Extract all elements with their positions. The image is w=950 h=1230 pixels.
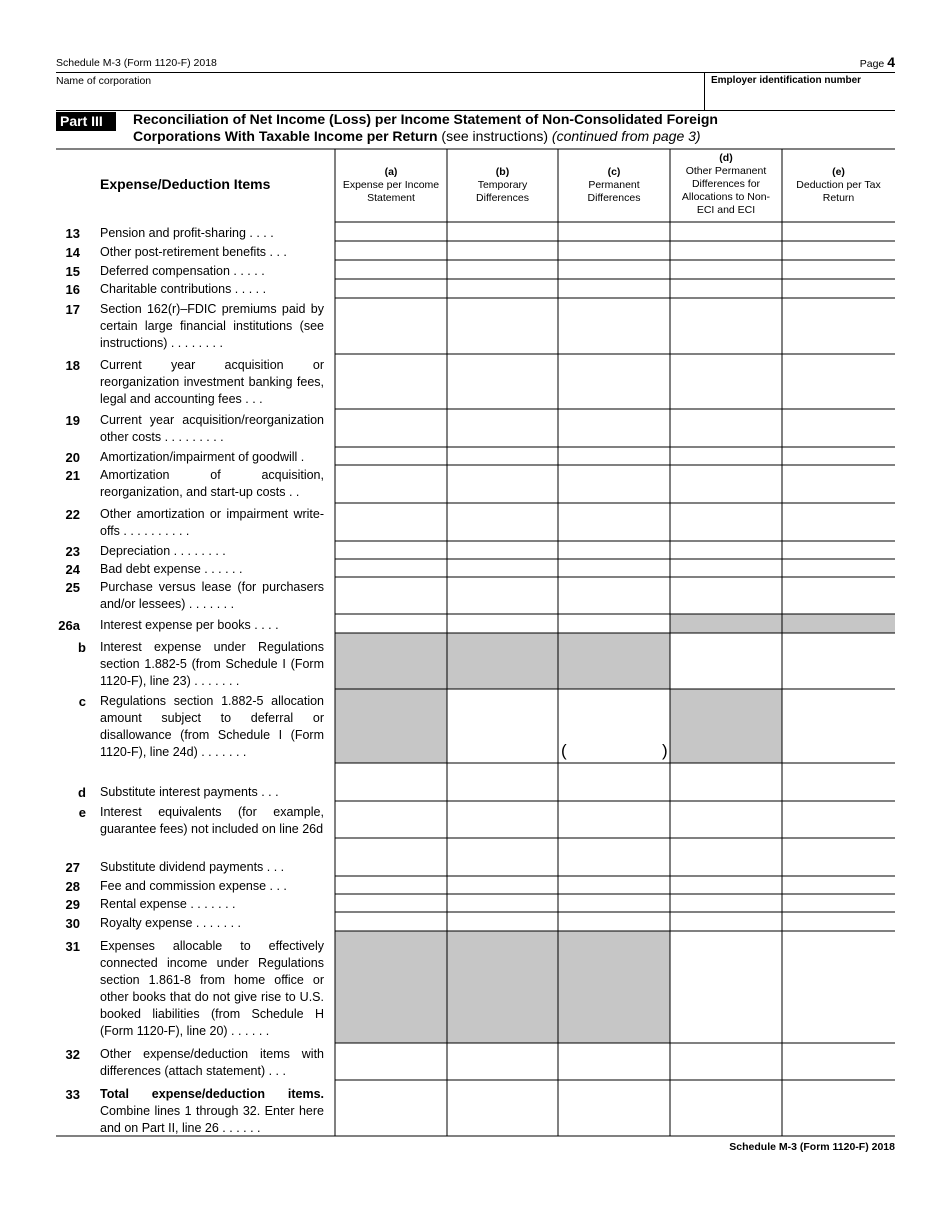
line-description (100, 506, 324, 540)
page-number-value: 4 (887, 54, 895, 70)
line-number: d (78, 785, 86, 800)
line-description-text: Pension and profit-sharing . . . . (100, 226, 274, 240)
line-number: 15 (65, 264, 80, 279)
name-of-corporation-label: Name of corporation (56, 75, 152, 87)
column-letter: (d) (719, 152, 733, 164)
column-header-a (339, 166, 443, 205)
line-description-text: Charitable contributions . . . . . (100, 282, 267, 296)
line-number: 32 (65, 1047, 80, 1062)
line-description (100, 244, 324, 261)
form-reference: Schedule M-3 (Form 1120-F) 2018 (56, 57, 217, 69)
line-description (100, 281, 324, 298)
shaded-cell (335, 689, 447, 763)
line-description-text: Current year acquisition or reorganization investment banking fees, legal and accounting fees . . . (100, 358, 324, 406)
line-description-text: Fee and commission expense . . . (100, 879, 287, 893)
line-description-text: Amortization of acquisition, reorganization, and start-up costs . . (100, 468, 324, 499)
line-description (100, 693, 324, 761)
line-number: 31 (65, 939, 80, 954)
part-title-note: (see instructions) (437, 128, 552, 144)
column-letter: (e) (832, 166, 845, 178)
line-number: 22 (65, 507, 80, 522)
line-description (100, 561, 324, 578)
shaded-cell (335, 931, 447, 1043)
line-description-text: Substitute interest payments . . . (100, 785, 279, 799)
line-number: 16 (65, 282, 80, 297)
line-description (100, 938, 324, 1040)
line-description (100, 784, 324, 801)
line-description-text: Interest expense under Regulations section 1.882-5 (from Schedule I (Form 1120-F), line 23) . . . . . . . (100, 640, 324, 688)
line-description-text: Regulations section 1.882-5 allocation amount subject to deferral or disallowance (from Schedule I (Form 1120-F), line 24d) . . . . . . . (100, 694, 324, 759)
column-letter: (a) (384, 166, 398, 178)
line-number: 33 (65, 1087, 80, 1102)
line-number: 21 (65, 468, 80, 483)
line-description (100, 449, 324, 466)
line-description (100, 412, 324, 446)
line-description (100, 1046, 324, 1080)
line-description-text: Purchase versus lease (for purchasers and/or lessees) . . . . . . . (100, 580, 324, 611)
line-description-text: Bad debt expense . . . . . . (100, 562, 243, 576)
line-number: 24 (65, 562, 80, 577)
line-description-text: Section 162(r)–FDIC premiums paid by certain large financial institutions (see instructions) . . . . . . . . (100, 302, 324, 350)
line-description-text: Interest equivalents (for example, guarantee fees) not included on line 26d (100, 805, 324, 836)
paren-close: ) (662, 741, 668, 760)
line-number: 13 (65, 226, 80, 241)
part-title-line1: Reconciliation of Net Income (Loss) per Income Statement of Non-Consolidated Foreign (133, 111, 718, 127)
line-number: 17 (65, 302, 80, 317)
line-number: 30 (65, 916, 80, 931)
part-title-line2: Corporations With Taxable Income per Return (133, 128, 438, 144)
line-number: 26a (58, 618, 80, 633)
line-number: 14 (65, 245, 80, 260)
line-description (100, 617, 324, 634)
footer-form-reference: Schedule M-3 (Form 1120-F) 2018 (729, 1141, 895, 1153)
column-header-b (451, 166, 554, 205)
line-description (100, 579, 324, 613)
line-description-text: Depreciation . . . . . . . . (100, 544, 226, 558)
shaded-cell (782, 614, 895, 633)
line-description (100, 915, 324, 932)
line-number: e (78, 805, 86, 820)
line-description-text: Deferred compensation . . . . . (100, 264, 265, 278)
line-description-text: Rental expense . . . . . . . (100, 897, 236, 911)
line-number: 19 (65, 413, 80, 428)
line-description-text: Other post-retirement benefits . . . (100, 245, 287, 259)
line-description (100, 639, 324, 690)
paren-open: ( (561, 741, 567, 760)
part-tag: Part III (56, 112, 116, 131)
line-description (100, 543, 324, 560)
line-number: 28 (65, 879, 80, 894)
line-description (100, 301, 324, 352)
line-description (100, 225, 324, 242)
line-number: 23 (65, 544, 80, 559)
column-header-e (786, 166, 891, 205)
line-description-text: Other expense/deduction items with differences (attach statement) . . . (100, 1047, 324, 1078)
line-number: c (78, 694, 86, 709)
shaded-cell (558, 633, 670, 689)
line-number: 29 (65, 897, 80, 912)
items-column-header: Expense/Deduction Items (100, 176, 271, 192)
shaded-cell (558, 931, 670, 1043)
line-description (100, 878, 324, 895)
line-number: 25 (65, 580, 80, 595)
line-description-bold: Total expense/deduction items. (100, 1087, 324, 1101)
line-description (100, 896, 324, 913)
line-description (100, 1086, 324, 1137)
shaded-cell (670, 689, 782, 763)
column-label: Temporary Differences (476, 179, 529, 204)
line-description-text: Combine lines 1 through 32. Enter here and on Part II, line 26 . . . . . . (100, 1104, 324, 1135)
line-description-text: Other amortization or impairment write-offs . . . . . . . . . . (100, 507, 324, 538)
line-number: 18 (65, 358, 80, 373)
column-label: Permanent Differences (587, 179, 641, 204)
line-description (100, 467, 324, 501)
shaded-cell (335, 633, 447, 689)
line-description (100, 263, 324, 280)
line-description (100, 859, 324, 876)
shaded-cell (447, 931, 558, 1043)
line-description-text: Royalty expense . . . . . . . (100, 916, 242, 930)
column-label: Expense per Income Statement (342, 179, 440, 204)
page-label: Page (859, 58, 885, 70)
line-number: 27 (65, 860, 80, 875)
column-header-c (562, 166, 666, 205)
line-description-text: Current year acquisition/reorganization other costs . . . . . . . . . (100, 413, 324, 444)
ein-label: Employer identification number (711, 75, 862, 86)
part-title-continued: (continued from page 3) (551, 128, 701, 144)
line-description (100, 357, 324, 408)
line-description-text: Interest expense per books . . . . (100, 618, 279, 632)
column-letter: (c) (607, 166, 621, 178)
line-number: 20 (65, 450, 80, 465)
column-letter: (b) (495, 166, 510, 178)
line-description (100, 804, 324, 838)
line-description-text: Amortization/impairment of goodwill . (100, 450, 305, 464)
line-number: b (78, 640, 86, 655)
shaded-cell (670, 614, 782, 633)
column-header-d (674, 152, 778, 217)
column-label: Other Permanent Differences for Allocations to Non-ECI and ECI (681, 165, 771, 216)
shaded-cell (447, 633, 558, 689)
line-description-text: Substitute dividend payments . . . (100, 860, 285, 874)
line-description-text: Expenses allocable to effectively connected income under Regulations section 1.861-8 from home office or other books that do not give rise to U.S. booked liabilities (from Schedule H (Form 1120-F), line 20) . . . . . . (100, 939, 324, 1038)
column-label: Deduction per Tax Return (796, 179, 881, 204)
